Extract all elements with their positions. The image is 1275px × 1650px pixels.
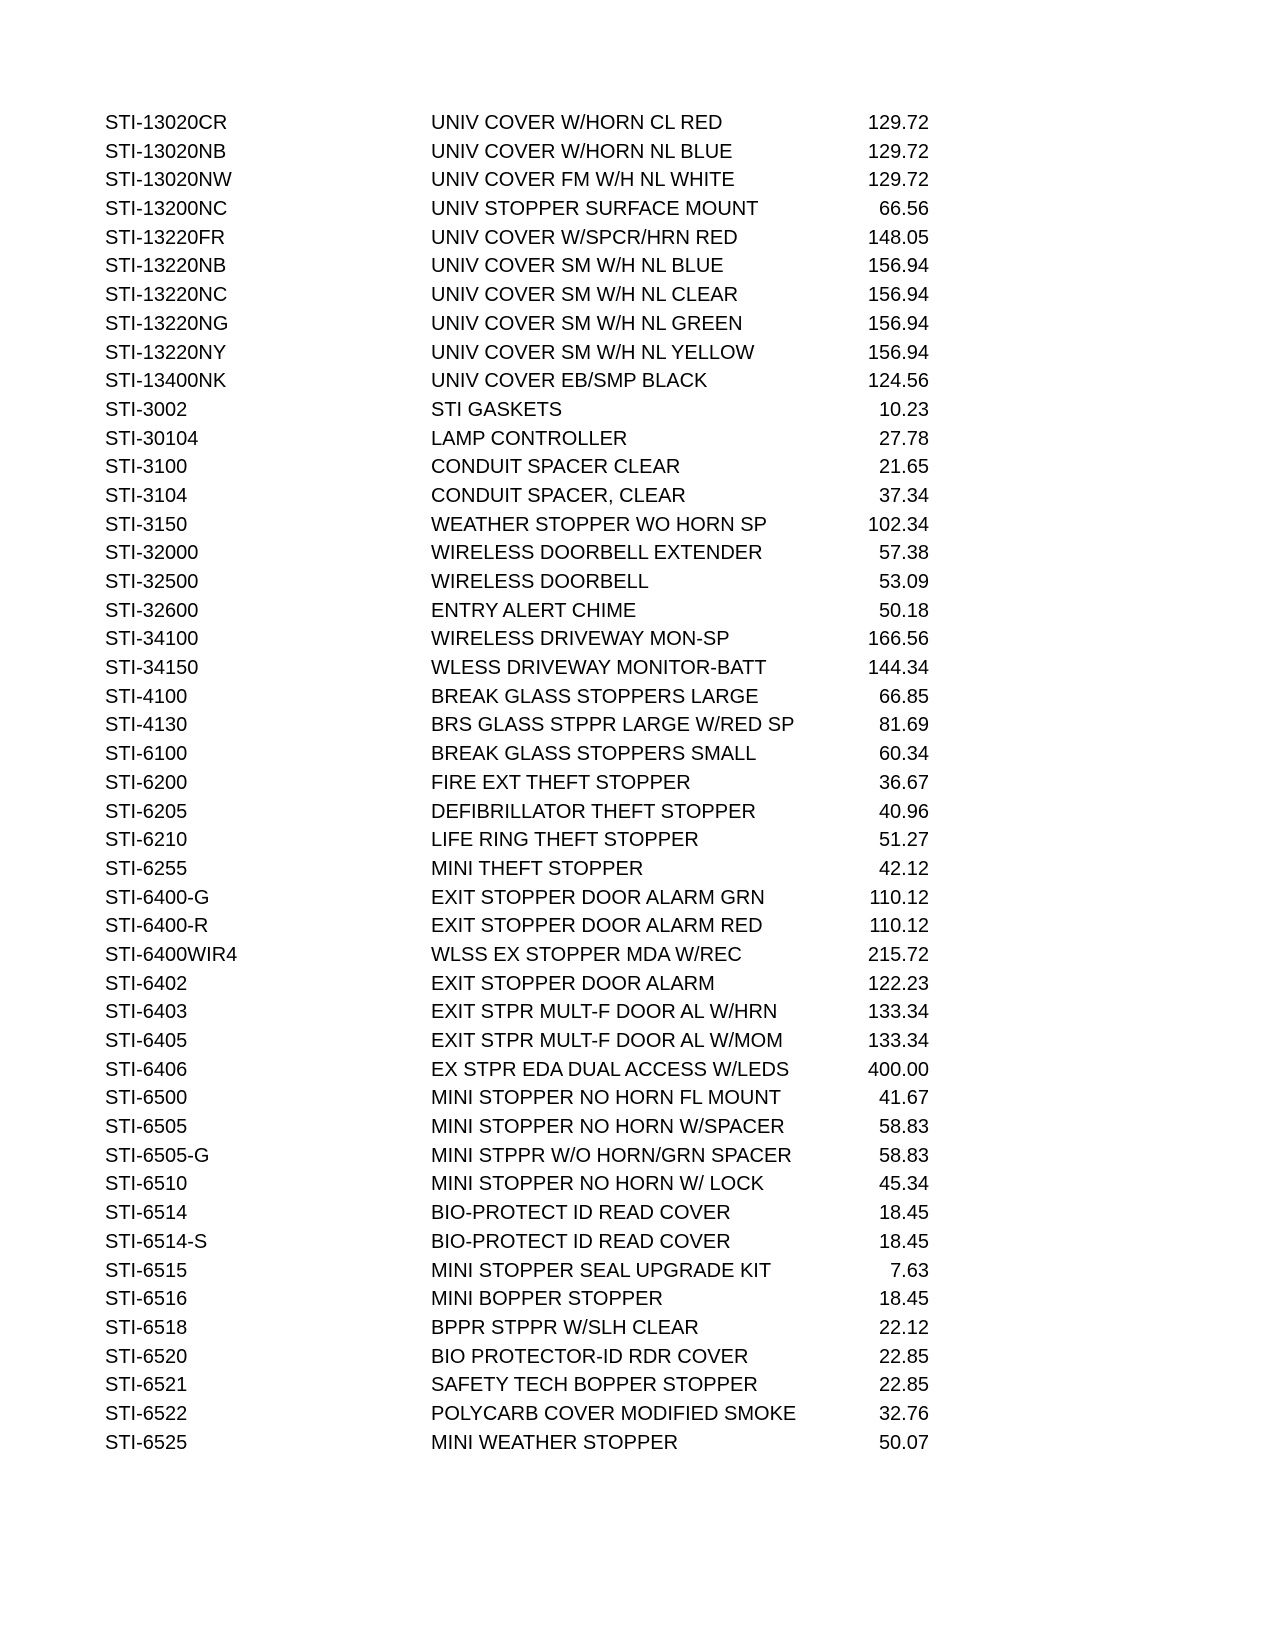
table-row bbox=[0, 1318, 1275, 1347]
item-description: EXIT STPR MULT-F DOOR AL W/HRN bbox=[431, 1001, 778, 1024]
table-row bbox=[0, 859, 1275, 888]
item-description: POLYCARB COVER MODIFIED SMOKE bbox=[431, 1402, 797, 1425]
item-price: 22.12 bbox=[878, 1316, 929, 1339]
table-row bbox=[0, 142, 1275, 171]
item-price: 81.69 bbox=[878, 714, 929, 737]
item-code: STI-13200NC bbox=[105, 198, 228, 221]
item-description: UNIV COVER W/HORN CL RED bbox=[431, 112, 723, 134]
item-price: 156.94 bbox=[867, 255, 929, 278]
item-description: UNIV STOPPER SURFACE MOUNT bbox=[431, 198, 759, 221]
table-row bbox=[0, 830, 1275, 859]
item-description: MINI STOPPER SEAL UPGRADE KIT bbox=[431, 1259, 772, 1282]
item-price: 18.45 bbox=[878, 1230, 929, 1253]
item-price: 102.34 bbox=[867, 513, 929, 536]
item-price: 144.34 bbox=[867, 657, 929, 680]
item-description: MINI STOPPER NO HORN W/SPACER bbox=[431, 1116, 785, 1139]
item-code: STI-3150 bbox=[105, 513, 188, 536]
item-price: 58.83 bbox=[878, 1144, 929, 1167]
item-price: 215.72 bbox=[867, 943, 929, 966]
item-description: WEATHER STOPPER WO HORN SP bbox=[431, 513, 767, 536]
item-description: EXIT STOPPER DOOR ALARM RED bbox=[431, 915, 763, 938]
item-description: MINI STPPR W/O HORN/GRN SPACER bbox=[431, 1144, 792, 1167]
item-price: 129.72 bbox=[867, 169, 929, 192]
item-description: SAFETY TECH BOPPER STOPPER bbox=[431, 1374, 758, 1397]
table-row bbox=[0, 1289, 1275, 1318]
item-description: MINI BOPPER STOPPER bbox=[431, 1288, 663, 1311]
item-description: STI GASKETS bbox=[431, 398, 563, 421]
item-description: UNIV COVER W/HORN NL BLUE bbox=[431, 140, 733, 163]
item-code: STI-6400-G bbox=[105, 886, 210, 909]
item-price: 22.85 bbox=[878, 1374, 929, 1397]
item-price: 400.00 bbox=[867, 1058, 929, 1081]
item-code: STI-13020NW bbox=[105, 169, 232, 192]
item-description: LIFE RING THEFT STOPPER bbox=[431, 829, 699, 852]
item-price: 37.34 bbox=[878, 484, 929, 507]
item-price: 57.38 bbox=[878, 542, 929, 565]
item-price: 110.12 bbox=[869, 915, 929, 938]
item-code: STI-34150 bbox=[105, 657, 199, 680]
item-price: 66.85 bbox=[878, 685, 929, 708]
item-code: STI-13400NK bbox=[105, 370, 227, 393]
item-code: STI-6521 bbox=[105, 1374, 188, 1397]
table-row bbox=[0, 629, 1275, 658]
item-code: STI-6500 bbox=[105, 1087, 188, 1110]
item-code: STI-6200 bbox=[105, 771, 188, 794]
table-row bbox=[0, 1433, 1275, 1462]
item-description: UNIV COVER SM W/H NL GREEN bbox=[431, 312, 743, 335]
item-code: STI-32000 bbox=[105, 542, 199, 565]
item-price: 36.67 bbox=[878, 771, 929, 794]
item-price: 122.23 bbox=[867, 972, 929, 995]
table-row bbox=[0, 285, 1275, 314]
item-price: 156.94 bbox=[867, 312, 929, 335]
item-code: STI-32500 bbox=[105, 571, 199, 593]
table-row bbox=[0, 429, 1275, 458]
item-code: STI-6400WIR4 bbox=[105, 943, 238, 966]
item-description: UNIV COVER SM W/H NL CLEAR bbox=[431, 284, 739, 307]
item-price: 22.85 bbox=[878, 1345, 929, 1368]
item-price: 10.23 bbox=[878, 398, 929, 421]
item-price: 42.12 bbox=[878, 857, 929, 880]
item-description: EXIT STOPPER DOOR ALARM bbox=[431, 972, 715, 995]
item-price: 40.96 bbox=[878, 800, 929, 823]
item-description: BPPR STPPR W/SLH CLEAR bbox=[431, 1316, 699, 1339]
table-row bbox=[0, 888, 1275, 917]
table-row bbox=[0, 744, 1275, 773]
table-row bbox=[0, 170, 1275, 199]
table-row bbox=[0, 974, 1275, 1003]
item-price: 50.18 bbox=[878, 599, 929, 622]
item-code: STI-6210 bbox=[105, 829, 188, 852]
item-code: STI-6205 bbox=[105, 800, 188, 823]
item-code: STI-6515 bbox=[105, 1259, 188, 1282]
item-price: 156.94 bbox=[867, 341, 929, 364]
item-description: BREAK GLASS STOPPERS LARGE bbox=[431, 685, 759, 708]
item-description: BREAK GLASS STOPPERS SMALL bbox=[431, 743, 757, 766]
item-code: STI-32600 bbox=[105, 599, 199, 622]
item-description: EXIT STPR MULT-F DOOR AL W/MOM bbox=[431, 1030, 783, 1052]
item-code: STI-6525 bbox=[105, 1431, 188, 1454]
item-description: MINI STOPPER NO HORN FL MOUNT bbox=[431, 1087, 782, 1110]
item-code: STI-6400-R bbox=[105, 915, 209, 938]
item-description: MINI WEATHER STOPPER bbox=[431, 1431, 679, 1454]
item-code: STI-13220NY bbox=[105, 341, 227, 364]
item-price: 53.09 bbox=[878, 571, 929, 593]
item-code: STI-6522 bbox=[105, 1402, 188, 1425]
item-price: 148.05 bbox=[867, 226, 929, 249]
table-row bbox=[0, 343, 1275, 372]
item-code: STI-3002 bbox=[105, 398, 188, 421]
table-row bbox=[0, 1404, 1275, 1433]
item-code: STI-13020CR bbox=[105, 112, 228, 134]
table-row bbox=[0, 113, 1275, 142]
item-price: 133.34 bbox=[867, 1030, 929, 1052]
table-row bbox=[0, 400, 1275, 429]
table-row bbox=[0, 256, 1275, 285]
item-description: EXIT STOPPER DOOR ALARM GRN bbox=[431, 886, 765, 909]
table-row bbox=[0, 687, 1275, 716]
table-row bbox=[0, 515, 1275, 544]
item-price: 129.72 bbox=[867, 112, 929, 134]
item-price: 110.12 bbox=[869, 886, 929, 909]
table-row bbox=[0, 486, 1275, 515]
item-code: STI-6514 bbox=[105, 1202, 188, 1225]
item-description: BIO-PROTECT ID READ COVER bbox=[431, 1202, 731, 1225]
item-price: 60.34 bbox=[878, 743, 929, 766]
item-code: STI-6518 bbox=[105, 1316, 188, 1339]
item-code: STI-6255 bbox=[105, 857, 188, 880]
table-row bbox=[0, 1002, 1275, 1031]
table-row bbox=[0, 543, 1275, 572]
item-description: WLESS DRIVEWAY MONITOR-BATT bbox=[431, 657, 767, 680]
item-code: STI-13220FR bbox=[105, 226, 226, 249]
item-price: 18.45 bbox=[878, 1288, 929, 1311]
item-price: 129.72 bbox=[867, 140, 929, 163]
item-code: STI-6402 bbox=[105, 972, 188, 995]
item-description: FIRE EXT THEFT STOPPER bbox=[431, 771, 691, 794]
item-description: CONDUIT SPACER CLEAR bbox=[431, 456, 681, 479]
table-row bbox=[0, 658, 1275, 687]
item-description: BIO PROTECTOR-ID RDR COVER bbox=[431, 1345, 749, 1368]
table-row bbox=[0, 1031, 1275, 1060]
item-description: LAMP CONTROLLER bbox=[431, 427, 628, 450]
item-code: STI-6505 bbox=[105, 1116, 188, 1139]
item-description: UNIV COVER W/SPCR/HRN RED bbox=[431, 226, 738, 249]
item-description: UNIV COVER FM W/H NL WHITE bbox=[431, 169, 735, 192]
item-description: UNIV COVER SM W/H NL YELLOW bbox=[431, 341, 755, 364]
item-code: STI-4130 bbox=[105, 714, 188, 737]
table-row bbox=[0, 715, 1275, 744]
item-price: 21.65 bbox=[878, 456, 929, 479]
item-description: WIRELESS DOORBELL bbox=[431, 571, 649, 593]
item-code: STI-6516 bbox=[105, 1288, 188, 1311]
item-description: UNIV COVER EB/SMP BLACK bbox=[431, 370, 708, 393]
item-code: STI-6100 bbox=[105, 743, 188, 766]
item-price: 133.34 bbox=[867, 1001, 929, 1024]
table-row bbox=[0, 1261, 1275, 1290]
table-row bbox=[0, 802, 1275, 831]
item-description: UNIV COVER SM W/H NL BLUE bbox=[431, 255, 724, 278]
table-row bbox=[0, 1375, 1275, 1404]
item-code: STI-6405 bbox=[105, 1030, 188, 1052]
table-row bbox=[0, 228, 1275, 257]
item-description: BIO-PROTECT ID READ COVER bbox=[431, 1230, 731, 1253]
table-row bbox=[0, 916, 1275, 945]
item-code: STI-6520 bbox=[105, 1345, 188, 1368]
item-code: STI-3100 bbox=[105, 456, 188, 479]
item-price: 50.07 bbox=[878, 1431, 929, 1454]
item-code: STI-6406 bbox=[105, 1058, 188, 1081]
item-description: BRS GLASS STPPR LARGE W/RED SP bbox=[431, 714, 795, 737]
item-code: STI-6505-G bbox=[105, 1144, 210, 1167]
item-code: STI-6403 bbox=[105, 1001, 188, 1024]
item-code: STI-3104 bbox=[105, 484, 188, 507]
item-price: 32.76 bbox=[878, 1402, 929, 1425]
item-description: WIRELESS DOORBELL EXTENDER bbox=[431, 542, 763, 565]
table-row bbox=[0, 601, 1275, 630]
table-row bbox=[0, 1117, 1275, 1146]
item-price: 7.63 bbox=[890, 1259, 929, 1282]
table-row bbox=[0, 1060, 1275, 1089]
item-price: 27.78 bbox=[878, 427, 929, 450]
table-row bbox=[0, 773, 1275, 802]
item-code: STI-34100 bbox=[105, 628, 199, 651]
item-code: STI-13220NC bbox=[105, 284, 228, 307]
item-code: STI-4100 bbox=[105, 685, 188, 708]
item-price: 58.83 bbox=[878, 1116, 929, 1139]
item-code: STI-13220NG bbox=[105, 312, 229, 335]
price-list bbox=[0, 113, 1275, 1461]
item-code: STI-13020NB bbox=[105, 140, 227, 163]
item-description: MINI THEFT STOPPER bbox=[431, 857, 644, 880]
item-code: STI-6510 bbox=[105, 1173, 188, 1196]
table-row bbox=[0, 1146, 1275, 1175]
table-row bbox=[0, 314, 1275, 343]
table-row bbox=[0, 1174, 1275, 1203]
table-row bbox=[0, 199, 1275, 228]
item-code: STI-6514-S bbox=[105, 1230, 208, 1253]
item-description: DEFIBRILLATOR THEFT STOPPER bbox=[431, 800, 756, 823]
item-description: WIRELESS DRIVEWAY MON-SP bbox=[431, 628, 730, 651]
table-row bbox=[0, 572, 1275, 601]
item-description: WLSS EX STOPPER MDA W/REC bbox=[431, 943, 742, 966]
item-price: 45.34 bbox=[878, 1173, 929, 1196]
item-description: MINI STOPPER NO HORN W/ LOCK bbox=[431, 1173, 764, 1196]
item-price: 51.27 bbox=[878, 829, 929, 852]
item-price: 41.67 bbox=[878, 1087, 929, 1110]
table-row bbox=[0, 1232, 1275, 1261]
table-row bbox=[0, 1347, 1275, 1376]
item-price: 166.56 bbox=[867, 628, 929, 651]
item-price: 66.56 bbox=[878, 198, 929, 221]
item-code: STI-30104 bbox=[105, 427, 199, 450]
item-price: 156.94 bbox=[867, 284, 929, 307]
item-description: CONDUIT SPACER, CLEAR bbox=[431, 484, 686, 507]
table-row bbox=[0, 1203, 1275, 1232]
table-row bbox=[0, 1088, 1275, 1117]
table-row bbox=[0, 457, 1275, 486]
item-price: 124.56 bbox=[867, 370, 929, 393]
table-row bbox=[0, 945, 1275, 974]
item-description: ENTRY ALERT CHIME bbox=[431, 599, 637, 622]
table-row bbox=[0, 371, 1275, 400]
item-code: STI-13220NB bbox=[105, 255, 227, 278]
item-price: 18.45 bbox=[878, 1202, 929, 1225]
item-description: EX STPR EDA DUAL ACCESS W/LEDS bbox=[431, 1058, 790, 1081]
